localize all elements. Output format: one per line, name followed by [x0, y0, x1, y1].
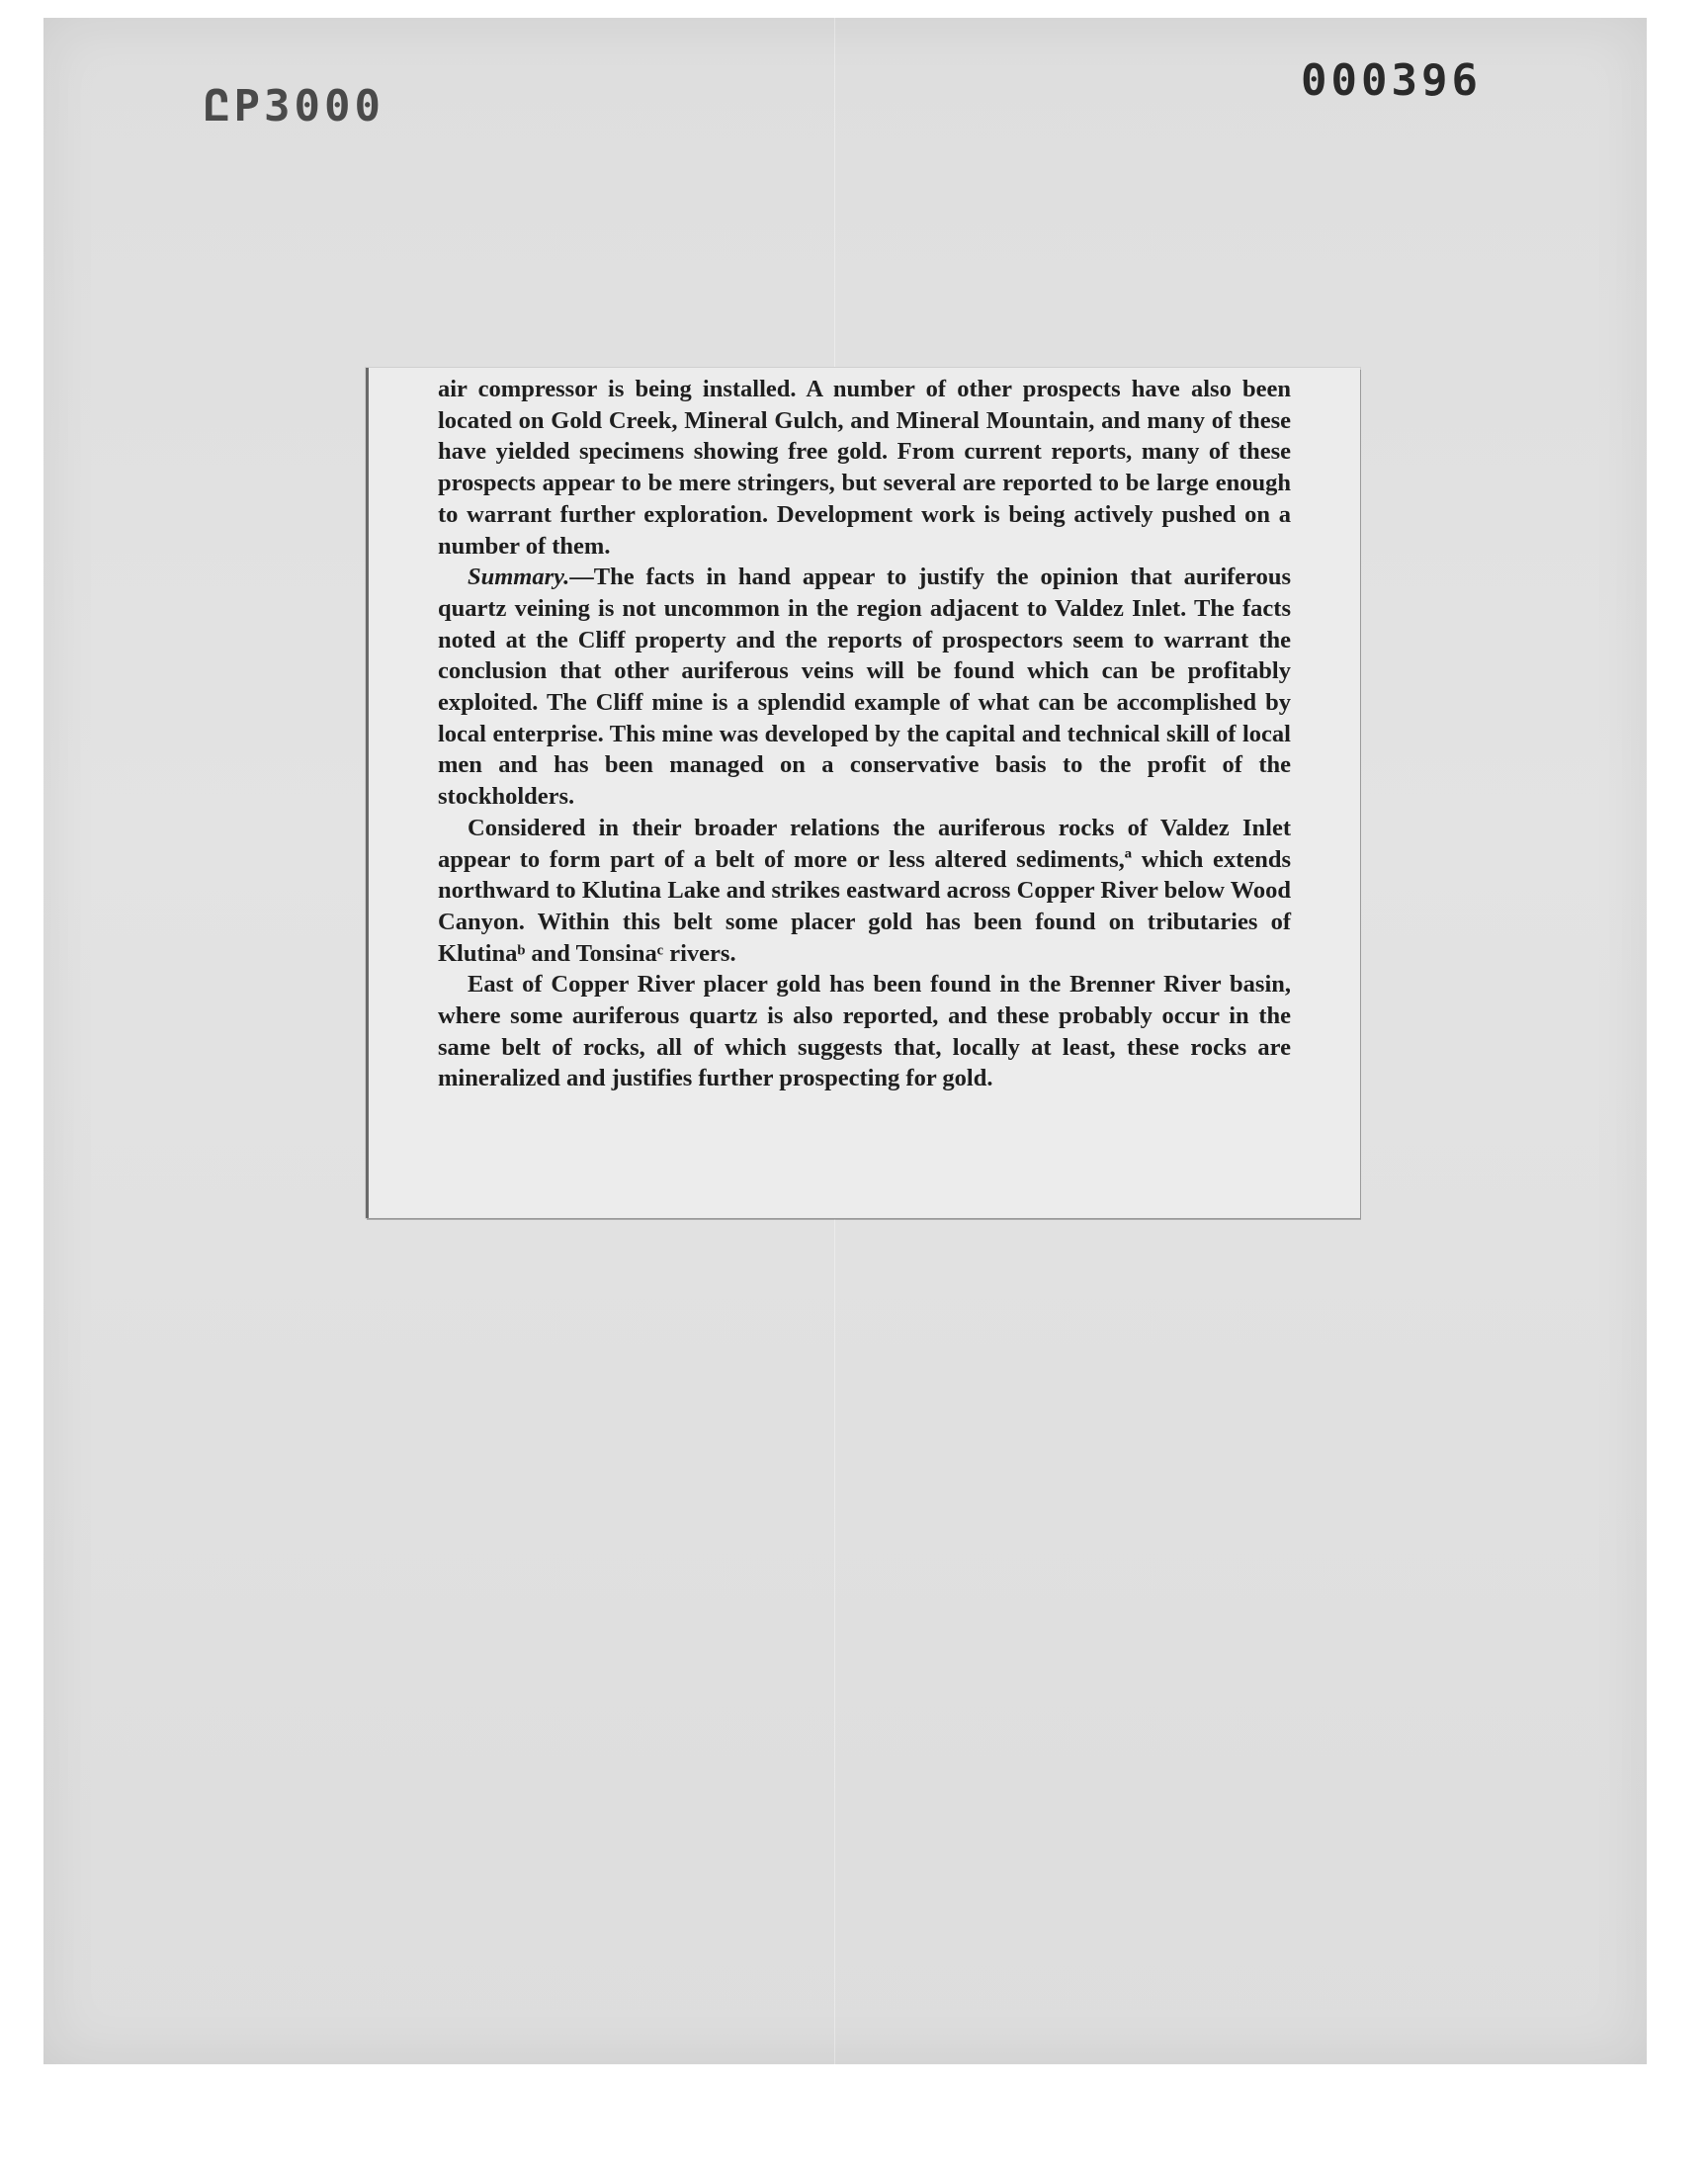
paragraph-exploration: air compressor is being installed. A number of other prospects have also been located on Gold Creek, Mineral Gulch, and Mineral Mountain, and many of these have yielded specimens showing free gold. From current reports, many of these prospects appear to be mere stringers, but several are reported to be large enough to warrant further exploration. Development work is being actively pushed on a number of them.	[438, 376, 1291, 560]
page-stamp-mirrored: ԸP3000	[204, 81, 384, 131]
paragraph-copper-river: East of Copper River placer gold has been found in the Brenner River basin, where some auriferous quartz is also reported, and these probably occur in the same belt of rocks, all of which suggests that, locally at least, these rocks are mineralized and justifies further prospecting for gold.	[438, 971, 1291, 1092]
paragraph-broader-relations: Considered in their broader relations the auriferous rocks of Valdez Inlet appear to form part of a belt of more or less altered sediments,ª which extends northward to Klutina Lake and strikes eastward across Copper River below Wood Canyon. Within this belt some placer gold has been found on tributaries of Klutinaᵇ and Tonsinaᶜ rivers.	[438, 814, 1291, 967]
paragraph-summary	[438, 562, 1291, 813]
summary-body: —The facts in hand appear to justify the opinion that auriferous quartz veining is not uncommon in the region adjacent to Valdez Inlet. The facts noted at the Cliff property and the reports of prospectors seem to warrant the conclusion that other auriferous veins will be found which can be profitably exploited. The Cliff mine is a splendid example of what can be accomplished by local enterprise. This mine was developed by the capital and technical skill of local men and has been managed on a conservative basis to the profit of the stockholders.	[438, 564, 1291, 811]
text-clipping	[366, 368, 1360, 1218]
summary-heading: Summary.	[468, 564, 570, 591]
page-number-stamp: 000396	[1301, 55, 1482, 106]
